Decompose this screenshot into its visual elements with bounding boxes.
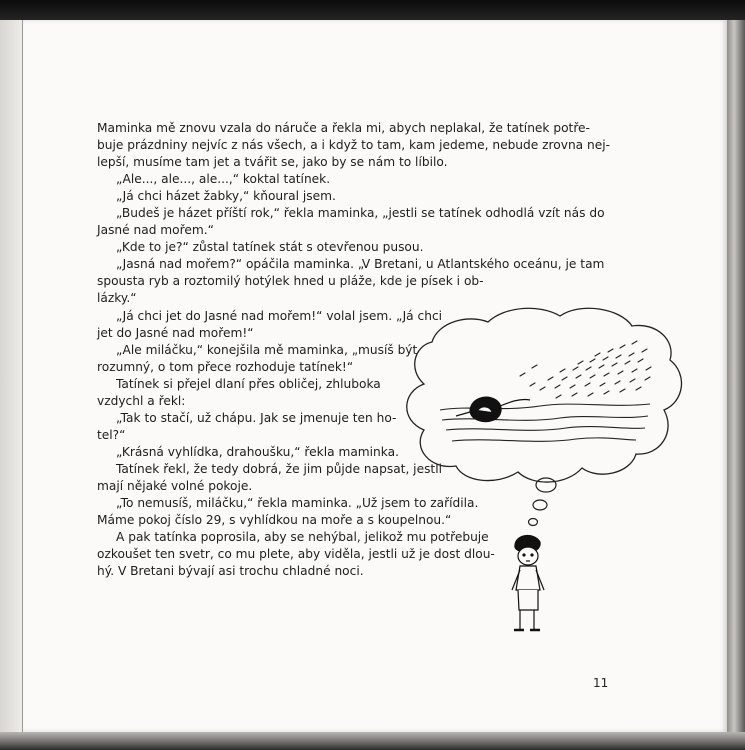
text-line: Máme pokoj číslo 29, s vyhlídkou na moře a s koupelnou.“ — [97, 513, 452, 528]
text-line: „Kde to je?“ zůstal tatínek stát s otevřenou pusou. — [116, 240, 424, 255]
text-line: „Ale miláčku,“ konejšila mě maminka, „musíš být — [116, 342, 418, 357]
text-line: lázky.“ — [97, 291, 137, 306]
text-line: „To nemusíš, miláčku,“ řekla maminka. „Už jsem to zařídila. — [116, 496, 479, 511]
text-line: hý. V Bretani bývají asi trochu chladné noci. — [97, 564, 364, 579]
thought-bubble-medium — [533, 500, 547, 510]
spray-marks-icon — [520, 341, 651, 398]
text-line: „Já chci házet žabky,“ kňoural jsem. — [116, 189, 336, 204]
text-line: rozumný, o tom přece rozhoduje tatínek!“ — [97, 359, 354, 374]
text-line: A pak tatínka poprosila, aby se nehýbal, jelikož mu potřebuje — [116, 530, 489, 545]
text-line: „Budeš je házet příští rok,“ řekla maminka, „jestli se tatínek odhodlá vzít nás do — [116, 206, 605, 221]
text-line: „Ale..., ale..., ale...,“ koktal tatínek. — [116, 172, 331, 187]
text-line: „Krásná vyhlídka, drahoušku,“ řekla maminka. — [116, 444, 399, 459]
text-line: Maminka mě znovu vzala do náruče a řekla mi, abych neplakal, že tatínek potře- — [97, 121, 590, 135]
text-line: buje prázdniny nejvíc z nás všech, a i když to tam, kam jedeme, nebude zrovna nej- — [97, 138, 611, 153]
text-line: spousta ryb a roztomilý hotýlek hned u pláže, kde je písek i ob- — [97, 274, 484, 289]
text-line: mají nějaké volné pokoje. — [97, 478, 253, 493]
text-line: „Jasná nad mořem?“ opáčila maminka. „V Bretani, u Atlantského oceánu, je tam — [116, 257, 605, 272]
text-line: „Já chci jet do Jasné nad mořem!“ volal jsem. „Já chci — [116, 308, 443, 323]
text-line: lepší, musíme tam jet a tvářit se, jako by se nám to líbilo. — [97, 155, 448, 170]
text-line: jet do Jasné nad mořem!“ — [97, 325, 254, 340]
boy-figure-icon — [512, 536, 544, 630]
page-number: 11 — [593, 676, 609, 690]
text-line: Tatínek řekl, že tedy dobrá, že jim půjde napsat, jestli — [116, 461, 442, 476]
text-line: vzdychl a řekl: — [97, 393, 186, 408]
text-line: Jasné nad mořem.“ — [97, 223, 214, 238]
swimmer-icon — [456, 397, 530, 421]
text-line: „Tak to stačí, už chápu. Jak se jmenuje ten ho- — [116, 410, 397, 425]
text-line: Tatínek si přejel dlaní přes obličej, zhluboka — [116, 376, 381, 391]
thought-cloud-outline — [407, 308, 682, 482]
thought-bubble-small — [529, 519, 538, 526]
thought-bubble-large — [536, 478, 556, 492]
text-line: tel?“ — [97, 427, 126, 442]
text-line: ozkoušet ten svetr, co mu plete, aby viděla, jestli už je dost dlou- — [97, 547, 495, 562]
